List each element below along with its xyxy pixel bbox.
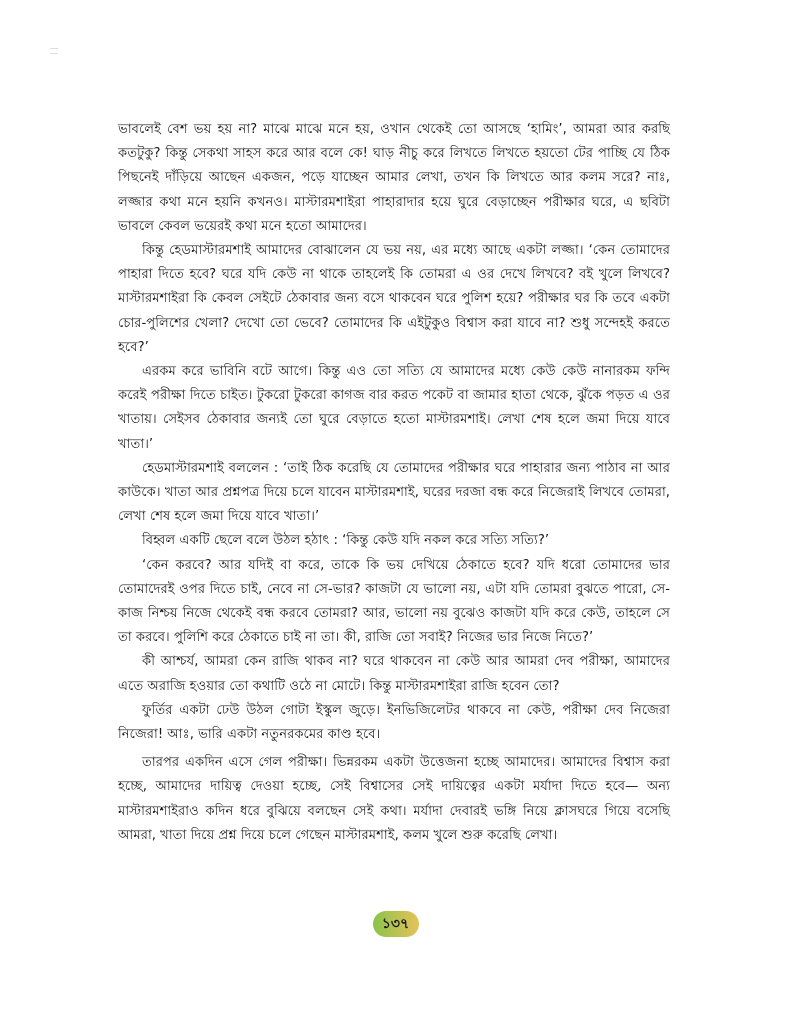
paragraph-9: তারপর একদিন এসে গেল পরীক্ষা। ভিন্নরকম একটা উত্তেজনা হচ্ছে আমাদের। আমাদের বিশ্বাস করা হচ্ছে, আমাদের দায়িত্ব দেওয়া হচ্ছে, সেই বিশ্বাসের সেই দায়িত্বের একটা মর্যাদা দিতে হবে— অন্য মাস্টারমশাইরাও কদিন ধরে বুঝিয়ে বলছেন সেই কথা। মর্যাদা দেবারই ভঙ্গি নিয়ে ক্লাসঘরে গিয়ে বসেছি আমরা, খাতা দিয়ে প্রশ্ন দিয়ে চলে গেছেন মাস্টারমশাই, কলম খুলে শুরু করেছি লেখা। (118, 755, 670, 843)
scan-mark (50, 48, 58, 54)
paragraph-3: এরকম করে ভাবিনি বটে আগে। কিন্তু এও তো সত্যি যে আমাদের মধ্যে কেউ কেউ নানারকম ফন্দি করেই পরীক্ষা দিতে চাইত। টুকরো টুকরো কাগজ বার করত পকেট বা জামার হাতা থেকে, ঝুঁকে পড়ত এ ওর খাতায়। সেইসব ঠেকাবার জন্যই তো ঘুরে বেড়াতে হতো মাস্টারমশাই। লেখা শেষ হলে জমা দিয়ে যাবে খাতা।’ (118, 364, 670, 452)
paragraph-4: হেডমাস্টারমশাই বললেন : ‘তাই ঠিক করেছি যে তোমাদের পরীক্ষার ঘরে পাহারার জন্য পাঠাব না আর কাউকে। খাতা আর প্রশ্নপত্র দিয়ে চলে যাবেন মাস্টারমশাই, ঘরের দরজা বন্ধ করে নিজেরাই লিখবে তোমরা, লেখা শেষ হলে জমা দিয়ে যাবে খাতা।’ (118, 460, 670, 525)
paragraph-5: বিহ্বল একটি ছেলে বলে উঠল হঠাৎ : ‘কিন্তু কেউ যদি নকল করে সত্যি সত্যি?’ (142, 533, 550, 549)
paragraph-6: ‘কেন করবে? আর যদিই বা করে, তাকে কি ভয় দেখিয়ে ঠেকাতে হবে? যদি ধরো তোমাদের ভার তোমাদেরই ওপর দিতে চাই, নেবে না সে-ভার? কাজটা যে ভালো নয়, এটা যদি তোমরা বুঝতে পারো, সে-কাজ নিশ্চয় নিজে থেকেই বন্ধ করবে তোমরা? আর, ভালো নয় বুঝেও কাজটা যদি করে কেউ, তাহলে সে তা করবে। পুলিশি করে ঠেকাতে চাই না তা। কী, রাজি তো সবাই? নিজের ভার নিজে নিতে?’ (118, 557, 670, 646)
page-body (118, 118, 670, 848)
paragraph-2: কিন্তু হেডমাস্টারমশাই আমাদের বোঝালেন যে ভয় নয়, এর মধ্যে আছে একটা লজ্জা। ‘কেন তোমাদের পাহারা দিতে হবে? ঘরে যদি কেউ না থাকে তাহলেই কি তোমরা এ ওর দেখে লিখবে? বই খুলে লিখবে? মাস্টারমশাইরা কি কেবল সেইটে ঠেকাবার জন্য বসে থাকবেন ঘরে পুলিশ হয়ে? পরীক্ষার ঘর কি তবে একটা চোর-পুলিশের খেলা? দেখো তো ভেবে? তোমাদের কি এইটুকুও বিশ্বাস করা যাবে না? শুধু সন্দেহই করতে হবে?’ (118, 243, 670, 355)
page-number: ১৩৭ (381, 916, 410, 932)
paragraph-8: ফুর্তির একটা ঢেউ উঠল গোটা ইস্কুল জুড়ে। ইনভিজিলেটর থাকবে না কেউ, পরীক্ষা দেব নিজেরা নিজেরা! আঃ, ভারি একটা নতুনরকমের কাণ্ড হবে। (118, 702, 670, 743)
paragraph-1: ভাবলেই বেশ ভয় হয় না? মাঝে মাঝে মনে হয়, ওখান থেকেই তো আসছে ‘হামিং’, আমরা আর করছি কতটুকু? কিন্তু সেকথা সাহস করে আর বলে কে! ঘাড় নীচু করে লিখতে লিখতে হয়তো টের পাচ্ছি যে ঠিক পিছনেই দাঁড়িয়ে আছেন একজন, পড়ে যাচ্ছেন আমার লেখা, তখন কি লিখতে আর কলম সরে? নাঃ, লজ্জার কথা মনে হয়নি কখনও। মাস্টারমশাইরা পাহারাদার হয়ে ঘুরে বেড়াচ্ছেন পরীক্ষার ঘরে, এ ছবিটা ভাবলে কেবল ভয়েরই কথা মনে হতো আমাদের। (118, 122, 670, 234)
paragraph-7: কী আশ্চর্য, আমরা কেন রাজি থাকব না? ঘরে থাকবেন না কেউ আর আমরা দেব পরীক্ষা, আমাদের এতে অরাজি হওয়ার তো কথাটি ওঠে না মোটে। কিন্তু মাস্টারমশাইরা রাজি হবেন তো? (118, 654, 670, 694)
page-number-badge (373, 911, 419, 937)
